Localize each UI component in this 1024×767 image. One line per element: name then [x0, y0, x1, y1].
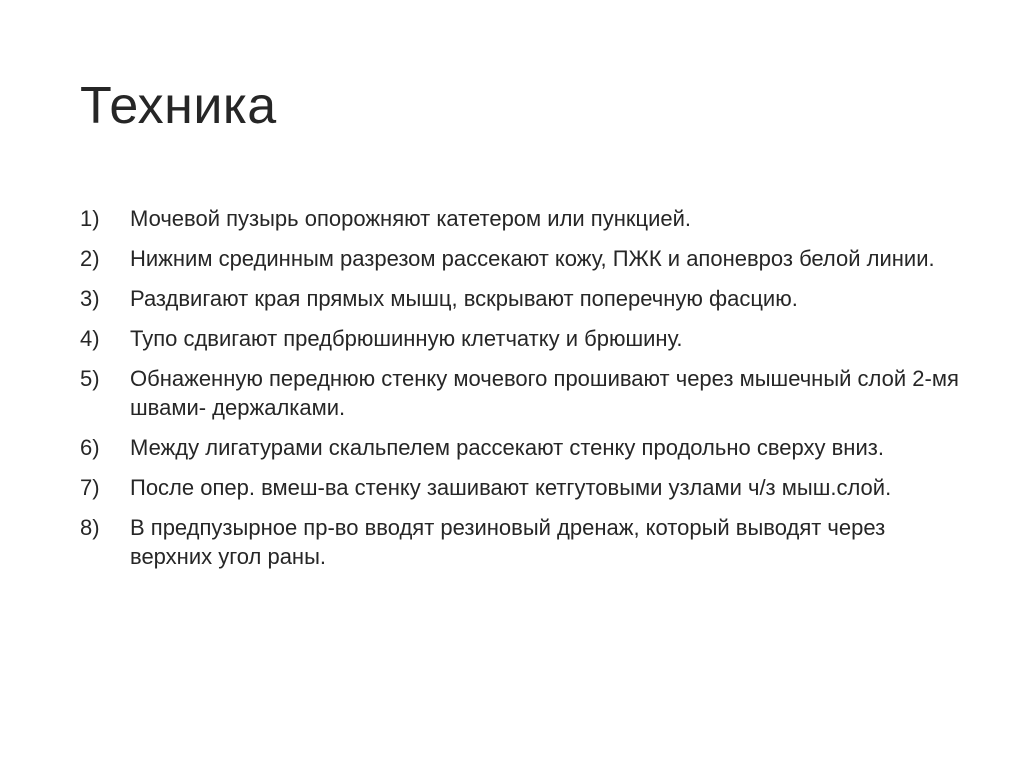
- list-item: [80, 324, 960, 353]
- list-item-number: 5): [80, 366, 100, 391]
- list-item: [80, 204, 960, 233]
- list-item-text: В предпузырное пр-во вводят резиновый дренаж, который выводят через верхних угол раны.: [130, 515, 886, 569]
- list-item-text: Раздвигают края прямых мышц, вскрывают поперечную фасцию.: [130, 286, 798, 311]
- list-item: [80, 284, 960, 313]
- list-item-number: 4): [80, 326, 100, 351]
- list-item-number: 1): [80, 206, 100, 231]
- list-item: [80, 473, 960, 502]
- list-item-text: Между лигатурами скальпелем рассекают стенку продольно сверху вниз.: [130, 435, 884, 460]
- list-item-text: Обнаженную переднюю стенку мочевого прошивают через мышечный слой 2-мя швами- держалками.: [130, 366, 959, 420]
- slide-title: Техника: [80, 77, 277, 135]
- list-item-number: 7): [80, 475, 100, 500]
- list-item-text: После опер. вмеш-ва стенку зашивают кетгутовыми узлами ч/з мыш.слой.: [130, 475, 892, 500]
- list-item-text: Мочевой пузырь опорожняют катетером или пункцией.: [130, 206, 692, 231]
- list-item-text: Нижним срединным разрезом рассекают кожу, ПЖК и апоневроз белой линии.: [130, 246, 935, 271]
- list-item-number: 8): [80, 515, 100, 540]
- list-item: [80, 244, 960, 273]
- list-item-number: 3): [80, 286, 100, 311]
- list-item: [80, 364, 960, 422]
- numbered-list: [80, 204, 960, 582]
- list-item-number: 6): [80, 435, 100, 460]
- list-item: [80, 513, 960, 571]
- list-item-text: Тупо сдвигают предбрюшинную клетчатку и брюшину.: [130, 326, 683, 351]
- list-item: [80, 433, 960, 462]
- list-item-number: 2): [80, 246, 100, 271]
